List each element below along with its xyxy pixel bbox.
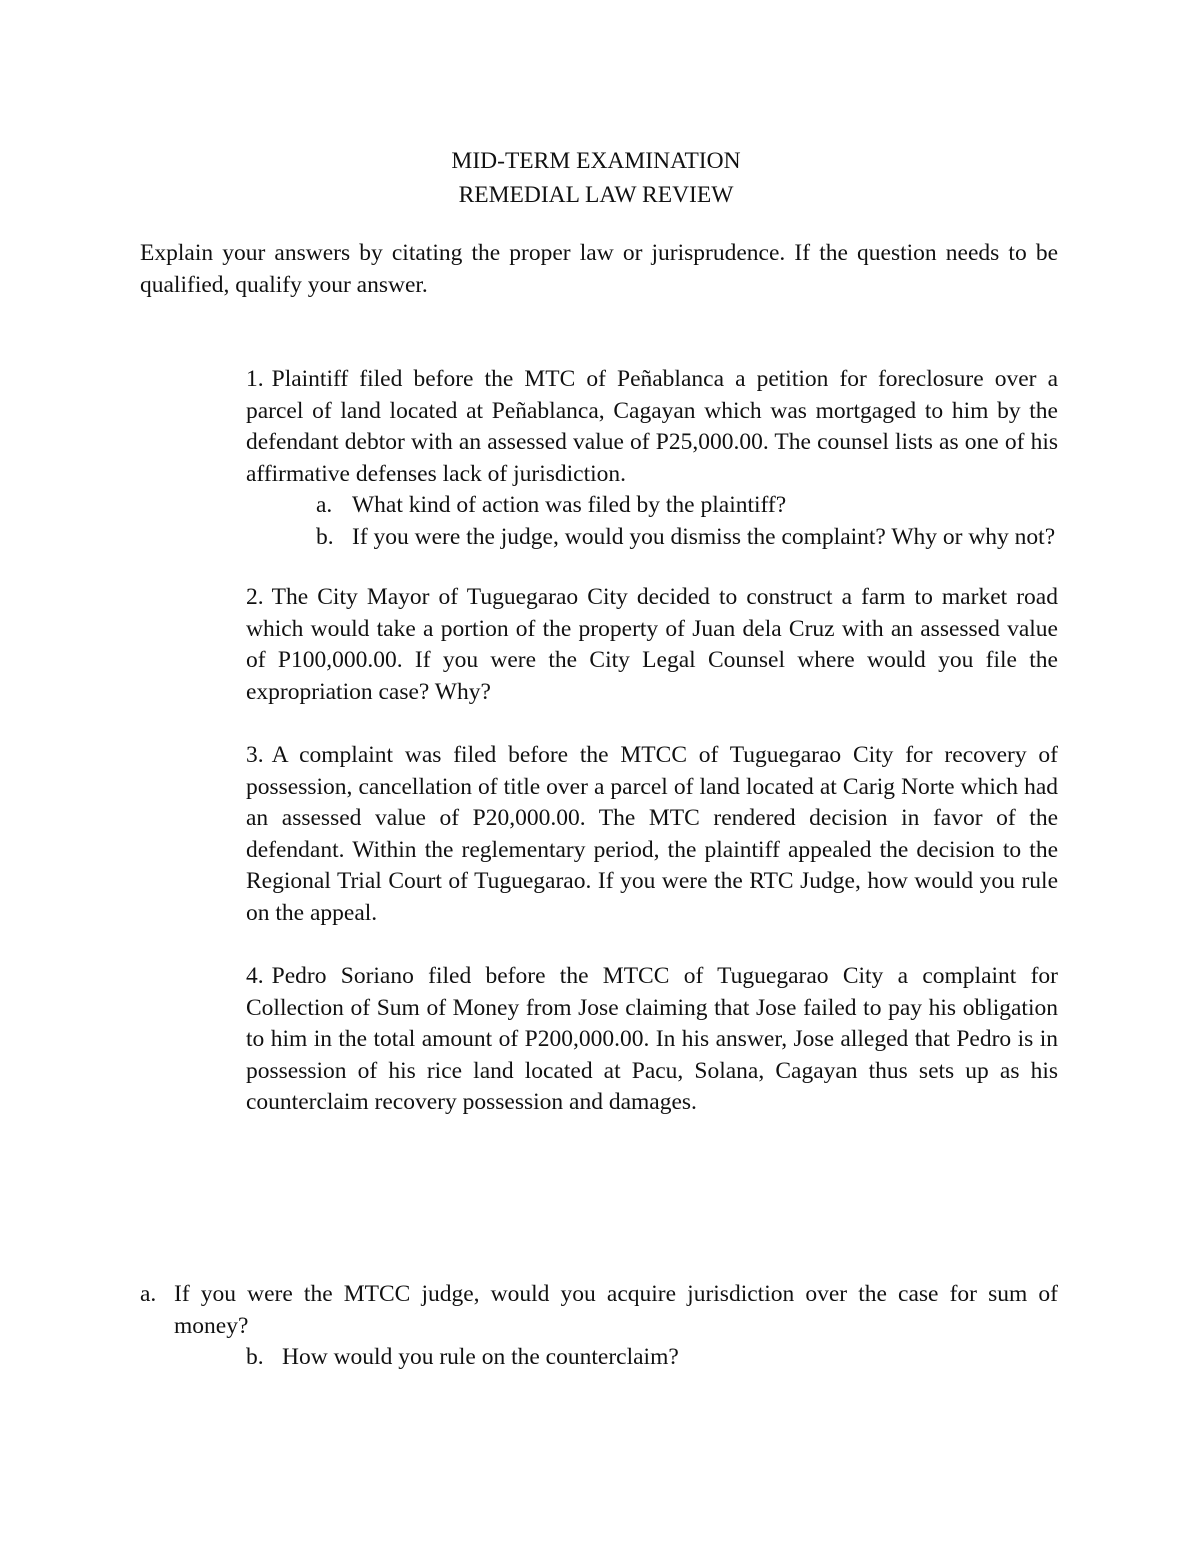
final-sub-question-b bbox=[140, 1342, 1058, 1374]
sub-question-b bbox=[246, 522, 1058, 554]
question-number: 1. bbox=[246, 366, 264, 392]
sub-question-text: How would you rule on the counterclaim? bbox=[282, 1344, 679, 1370]
sub-question-letter: b. bbox=[246, 1344, 264, 1370]
title-line-2: REMEDIAL LAW REVIEW bbox=[458, 182, 734, 208]
question-text: Plaintiff filed before the MTC of Peñablanca a petition for foreclosure over a parcel of land located at Peñablanca, Cagayan which was mortgaged to him by the defendant debtor with an assessed value of P25,000.00. The counsel lists as one of his affirmative defenses lack of jurisdiction. bbox=[246, 366, 1058, 487]
question-2 bbox=[246, 582, 1058, 708]
sub-question-text: If you were the judge, would you dismiss the complaint? Why or why not? bbox=[352, 523, 1056, 550]
question-text: Pedro Soriano filed before the MTCC of Tuguegarao City a complaint for Collection of Sum of Money from Jose claiming that Jose failed to pay his obligation to him in the total amount of P200,000.00. In his answer, Jose alleged that Pedro is in possession of his rice land located at Pacu, Solana, Cagayan thus sets up as his counterclaim recovery possession and damages. bbox=[246, 963, 1058, 1115]
sub-question-text: If you were the MTCC judge, would you acquire jurisdiction over the case for sum of money? bbox=[174, 1281, 1058, 1339]
question-number: 4. bbox=[246, 963, 264, 989]
sub-question-text: What kind of action was filed by the plaintiff? bbox=[352, 492, 787, 518]
sub-question-letter: a. bbox=[140, 1281, 157, 1307]
sub-question-a bbox=[246, 490, 1058, 522]
question-4 bbox=[246, 961, 1058, 1119]
question-number: 3. bbox=[246, 742, 264, 768]
final-sub-question-a bbox=[140, 1279, 1058, 1342]
final-sub-questions bbox=[140, 1279, 1058, 1374]
question-list bbox=[246, 364, 1058, 1151]
instructions-paragraph: Explain your answers by citating the proper law or jurisprudence. If the question needs to be qualified, qualify your answer. bbox=[140, 240, 1058, 298]
sub-question-letter: b. bbox=[316, 523, 334, 550]
sub-question-letter: a. bbox=[316, 492, 333, 518]
question-text: The City Mayor of Tuguegarao City decided to construct a farm to market road which would take a portion of the property of Juan dela Cruz with an assessed value of P100,000.00. If you were the City Legal Counsel where would you file the expropriation case? Why? bbox=[246, 584, 1058, 705]
title-line-1: MID-TERM EXAMINATION bbox=[451, 148, 741, 174]
question-number: 2. bbox=[246, 584, 264, 610]
exam-title bbox=[0, 144, 1192, 212]
question-text: A complaint was filed before the MTCC of Tuguegarao City for recovery of possession, cancellation of title over a parcel of land located at Carig Norte which had an assessed value of P20,000.00. The MTC rendered decision in favor of the defendant. Within the reglementary period, the plaintiff appealed the decision to the Regional Trial Court of Tuguegarao. If you were the RTC Judge, how would you rule on the appeal. bbox=[246, 742, 1058, 926]
question-1 bbox=[246, 364, 1058, 553]
question-3 bbox=[246, 740, 1058, 929]
sub-question-list bbox=[246, 490, 1058, 553]
